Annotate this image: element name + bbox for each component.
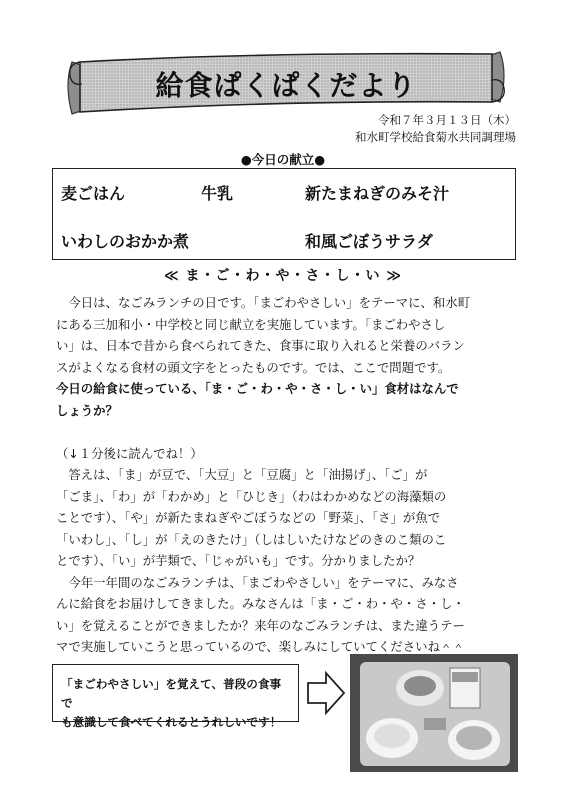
closing-message-line: 「まごわやさしい」を覚えて、普段の食事で: [61, 677, 282, 710]
issue-date: 令和７年３月１３日（木）: [378, 113, 516, 127]
hint-text: （↓１分後に読んでね！）: [56, 446, 203, 461]
menu-heading: ●今日の献立●: [240, 152, 326, 167]
paragraph-line: スがよくなる食材の頭文字をとったものです。では、ここで問題です。: [56, 359, 451, 375]
answer-line: ことです）、「や」が新たまねぎやごぼうなどの「野菜」、「さ」が魚で: [56, 510, 441, 525]
answer-paragraph: [56, 464, 516, 658]
article-title: ≪ ま・ご・わ・や・さ・し・い ≫: [163, 268, 403, 284]
article-paragraph: [56, 292, 516, 421]
question-line: しょうか？: [56, 402, 118, 418]
paragraph-line: にある三加和小・中学校と同じ献立を実施しています。「まごわやさし: [56, 316, 446, 332]
answer-line: とです）、「い」が芋類で、「じゃがいも」です。分かりましたか？: [56, 553, 421, 568]
menu-box: [52, 168, 516, 260]
answer-line: 答えは、「ま」が豆で、「大豆」と「豆腐」と「油揚げ」、「ご」が: [56, 467, 428, 482]
answer-line: 「ごま」、「わ」が「わかめ」と「ひじき」（わはわかめなどの海藻類の: [56, 488, 447, 504]
answer-line: い」を覚えることができましたか？来年のなごみランチは、また違うテー: [56, 617, 465, 633]
question-line: 今日の給食に使っている、「ま・ご・わ・や・さ・し・い」食材はなんで: [56, 381, 459, 396]
lunch-tray-image: [350, 654, 518, 772]
menu-item: 和風ごぼうサラダ: [305, 232, 433, 251]
issue-info: [355, 112, 516, 146]
right-arrow-icon: [306, 671, 346, 719]
lunch-photo: [350, 654, 518, 772]
paragraph-line: 今日は、なごみランチの日です。「まごわやさしい」をテーマに、和水町: [56, 295, 471, 310]
closing-message-box: [52, 664, 299, 729]
issuer-name: 和水町学校給食菊水共同調理場: [355, 130, 516, 144]
menu-item: 新たまねぎのみそ汁: [305, 184, 450, 203]
closing-message-line: も意識して食べてくれるとうれしいです！: [61, 715, 282, 729]
title-banner: [60, 44, 512, 120]
menu-item: 牛乳: [201, 184, 234, 203]
newsletter-title: 給食ぱくぱくだより: [155, 69, 417, 102]
menu-item: いわしのおかか煮: [61, 232, 190, 251]
paragraph-line: い」は、日本で昔から食べられてきた、食事に取り入れると栄養のバラン: [56, 338, 465, 353]
answer-line: 「いわし」、「し」が「えのきたけ」（しはしいたけなどのきのこ類のこ: [56, 531, 447, 547]
answer-line: マで実施していこうと思っているので、楽しみにしていてくださいね＾＾: [56, 639, 465, 654]
answer-line: 今年一年間のなごみランチは、「まごわやさしい」をテーマに、みなさ: [56, 574, 459, 590]
answer-line: んに給食をお届けしてきました。みなさんは「ま・ご・わ・や・さ・し・: [56, 596, 465, 611]
menu-item: 麦ごはん: [61, 184, 126, 203]
